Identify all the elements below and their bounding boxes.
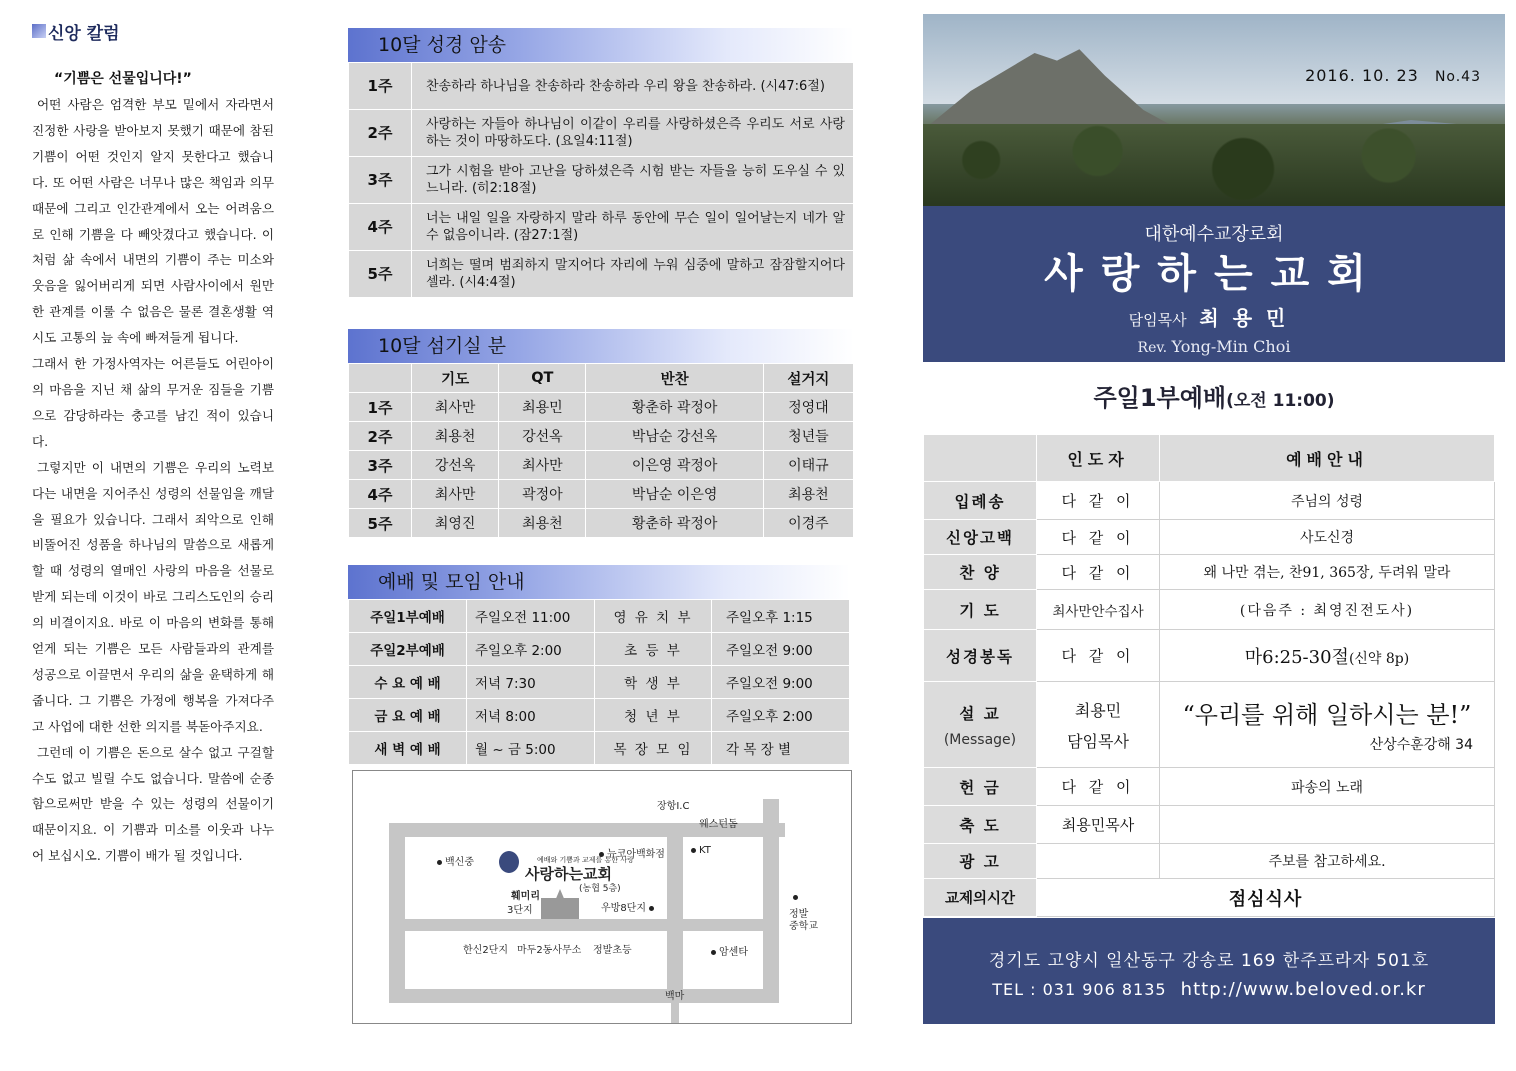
- group-name: 영 유 치 부: [595, 600, 712, 633]
- column-paragraph: 어떤 사람은 엄격한 부모 밑에서 자라면서 진정한 사랑을 받아보지 못했기 때문에 참된 기쁨이 어떤 것인지 알지 못한다고 했습니다. 또 어떤 사람은 너무나 많은 책임과 의무 때문에 그리고 인간관계에서 오는 어려움으로 인해 기쁨을 다 빼앗겼다고 했습니다. 이처럼 삶 속에서 내면의 기쁨이 주는 미소와 웃음을 잃어버리게 되면 사람사이에서 원만한 관계를 이룰 수 없음은 물론 결혼생활 역시도 고통의 늪 속에 빠져들게 됩니다.: [32, 97, 274, 346]
- week-cell: 3주: [349, 157, 412, 204]
- table-cell: 최영진: [412, 509, 499, 538]
- leader-cell: 최용민목사: [1037, 806, 1160, 844]
- table-cell: 박남순 강선옥: [586, 422, 763, 451]
- table-cell: 이경주: [763, 509, 853, 538]
- service-time: (오전 11:00): [1226, 391, 1335, 411]
- serving-duties-section: [348, 329, 854, 538]
- order-of-worship: [923, 434, 1495, 917]
- map-label-newcore: 뉴코아백화점: [599, 845, 665, 860]
- week-cell: 3주: [349, 451, 412, 480]
- church-website-link[interactable]: http://www.beloved.or.kr: [1180, 979, 1426, 1000]
- leader-cell: 다 같 이: [1037, 630, 1160, 682]
- table-row: [924, 682, 1495, 768]
- leader-cell: [1037, 844, 1160, 879]
- service-name: 금 요 예 배: [349, 699, 467, 732]
- role-cell: 성경봉독: [924, 630, 1037, 682]
- location-map: [352, 770, 852, 1024]
- map-label-jeongbal-elem: 정발초등: [593, 945, 632, 956]
- meetings-section-title: 예배 및 모임 안내: [348, 565, 850, 599]
- verse-text: 그가 시험을 받아 고난을 당하셨은즉 시험 받는 자들을 능히 도우실 수 있느니라. (히2:18절): [412, 157, 854, 204]
- table-cell: 이은영 곽정아: [586, 451, 763, 480]
- week-cell: 4주: [349, 204, 412, 251]
- table-row: [924, 768, 1495, 806]
- map-label-3danji: 3단지: [507, 905, 533, 916]
- table-row: [349, 251, 854, 298]
- table-cell: 강선옥: [412, 451, 499, 480]
- table-row: [349, 204, 854, 251]
- duties-table: [348, 363, 854, 538]
- service-name: 주일2부예배: [349, 633, 467, 666]
- table-cell: 최사만: [412, 480, 499, 509]
- content-cell: 왜 나만 겪는, 찬91, 365장, 두려워 말라: [1160, 555, 1495, 590]
- service-name: 수 요 예 배: [349, 666, 467, 699]
- table-row: [924, 482, 1495, 520]
- column-heading: “기쁨은 선물입니다!”: [54, 71, 192, 87]
- week-cell: 4주: [349, 480, 412, 509]
- leader-cell: 다 같 이: [1037, 768, 1160, 806]
- table-row: [924, 844, 1495, 879]
- map-marker-icon: [691, 848, 696, 853]
- map-road: [667, 823, 683, 1003]
- map-marker-icon: [437, 860, 442, 865]
- map-road: [389, 989, 769, 1003]
- table-cell: 곽정아: [499, 480, 586, 509]
- column-paragraph: 그래서 한 가정사역자는 어른들도 어린아이의 마음을 지닌 채 삶의 무거운 짐들을 기쁨으로 감당하라는 충고를 남긴 적이 있습니다.: [32, 356, 274, 449]
- map-label-kt: KT: [691, 845, 711, 856]
- verse-table: [348, 62, 854, 298]
- column-header: 반찬: [586, 364, 763, 393]
- role-cell: 교제의시간: [924, 879, 1037, 917]
- map-marker-icon: [711, 950, 716, 955]
- verse-memorization-section: [348, 28, 854, 298]
- group-name: 청 년 부: [595, 699, 712, 732]
- denomination: 대한예수교장로회: [1144, 224, 1284, 245]
- pastor-english: Rev. Yong-Min Choi: [1137, 337, 1291, 356]
- table-row: [924, 630, 1495, 682]
- table-row: [924, 590, 1495, 630]
- week-cell: 1주: [349, 393, 412, 422]
- table-row: [349, 451, 854, 480]
- role-cell: 헌 금: [924, 768, 1037, 806]
- service-name: 주일1부예배: [349, 600, 467, 633]
- map-label-baeksin: 백신중: [437, 853, 474, 868]
- scripture-page: (신약 8p): [1348, 650, 1410, 667]
- verse-text: 너는 내일 일을 자랑하지 말라 하루 동안에 무슨 일이 일어날는지 네가 알 수 없음이니라. (잠27:1절): [412, 204, 854, 251]
- content-cell: [1160, 806, 1495, 844]
- table-cell: 강선옥: [499, 422, 586, 451]
- leader-cell: 최용민 담임목사: [1037, 682, 1160, 768]
- issue-number: No.43: [1434, 69, 1481, 85]
- verse-text: 사랑하는 자들아 하나님이 이같이 우리를 사랑하셨은즉 우리도 서로 사랑하는 것이 마땅하도다. (요일4:11절): [412, 110, 854, 157]
- map-label-woobang: 우방8단지: [601, 899, 657, 914]
- church-contact: [923, 979, 1495, 1000]
- worship-meetings-section: [348, 565, 850, 765]
- table-row: [924, 879, 1495, 917]
- service-title: 주일1부예배(오전 11:00): [1093, 384, 1335, 412]
- table-row: [924, 555, 1495, 590]
- scripture-reference: 마6:25-30절: [1244, 646, 1349, 668]
- table-cell: 최용천: [499, 509, 586, 538]
- map-label-jangang: 장항I.C: [657, 801, 690, 812]
- column-header: [924, 435, 1037, 482]
- table-cell: 황춘하 곽정아: [586, 509, 763, 538]
- map-label-jeongbal-school: 중학교: [789, 921, 818, 932]
- column-header: 설거지: [763, 364, 853, 393]
- service-time: 주일오후 2:00: [467, 633, 595, 666]
- map-label-church-slogan: 예배와 기쁨과 교제를 통한 사랑: [537, 856, 634, 864]
- church-logo-icon: [499, 851, 519, 873]
- service-name: 새 벽 예 배: [349, 732, 467, 765]
- role-cell: 광 고: [924, 844, 1037, 879]
- content-cell: 파송의 노래: [1160, 768, 1495, 806]
- faith-column: [32, 18, 274, 869]
- week-cell: 5주: [349, 251, 412, 298]
- table-cell: 최사만: [499, 451, 586, 480]
- church-name: 사랑하는교회: [1044, 251, 1384, 297]
- table-row: [349, 480, 854, 509]
- bulletin-date: 2016. 10. 23 No.43: [1305, 66, 1481, 85]
- table-header-row: [349, 364, 854, 393]
- table-row: [349, 509, 854, 538]
- church-address: 경기도 고양시 일산동구 강송로 169 한주프라자 501호: [988, 951, 1430, 971]
- column-header: 기도: [412, 364, 499, 393]
- table-cell: 최용민: [499, 393, 586, 422]
- table-row: [349, 110, 854, 157]
- map-label-baekma: 백마: [665, 991, 685, 1002]
- content-cell: 주님의 성령: [1160, 482, 1495, 520]
- church-phone: TEL : 031 906 8135: [992, 980, 1167, 999]
- verse-text: 너희는 떨며 범죄하지 말지어다 자리에 누워 심중에 말하고 잠잠할지어다 셀라. (시4:4절): [412, 251, 854, 298]
- verse-text: 찬송하라 하나님을 찬송하라 찬송하라 우리 왕을 찬송하라. (시47:6절): [412, 63, 854, 110]
- content-cell: 주보를 참고하세요.: [1160, 844, 1495, 879]
- column-title: 신앙 칼럼: [32, 18, 274, 44]
- content-cell: 점심식사: [1037, 879, 1495, 917]
- service-time: 저녁 8:00: [467, 699, 595, 732]
- table-row: [349, 600, 850, 633]
- pastor-line: 담임목사 최용민: [1128, 306, 1300, 330]
- role-cell: 설 교 (Message): [924, 682, 1037, 768]
- role-english: (Message): [943, 731, 1017, 748]
- table-cell: 최사만: [412, 393, 499, 422]
- map-label-madu: 마두2동사무소: [517, 945, 582, 956]
- duties-section-title: 10달 섬기실 분: [348, 329, 854, 363]
- content-cell: [1160, 682, 1495, 768]
- table-row: [349, 666, 850, 699]
- map-road: [389, 823, 405, 1003]
- column-paragraph: 그런데 이 기쁨은 돈으로 살수 없고 구걸할 수도 없고 빌릴 수도 없습니다. 말씀에 순종함으로써만 받을 수 있는 성령의 선물이기 때문이지요. 이 기쁨과 미소를 이웃과 나누어 보십시오. 기쁨이 배가 될 것입니다.: [32, 744, 274, 864]
- sermon-title: “우리를 위해 일하시는 분!”: [1182, 701, 1472, 729]
- mountain-photo: [923, 14, 1505, 206]
- group-time: 각 목 장 별: [712, 732, 850, 765]
- church-banner: [923, 206, 1505, 362]
- map-road: [763, 799, 779, 1003]
- table-cell: 최용천: [763, 480, 853, 509]
- week-cell: 1주: [349, 63, 412, 110]
- column-header: QT: [499, 364, 586, 393]
- table-cell: 최용천: [412, 422, 499, 451]
- table-row: [349, 63, 854, 110]
- group-time: 주일오전 9:00: [712, 633, 850, 666]
- role-cell: 신앙고백: [924, 520, 1037, 555]
- content-cell: 사도신경: [1160, 520, 1495, 555]
- content-cell: (다음주 : 최영진전도사): [1160, 590, 1495, 630]
- leader-cell: 다 같 이: [1037, 520, 1160, 555]
- table-cell: 황춘하 곽정아: [586, 393, 763, 422]
- map-label-hanshin: 한신2단지: [463, 945, 509, 956]
- map-road: [389, 919, 779, 931]
- table-header-row: [924, 435, 1495, 482]
- table-row: [349, 422, 854, 451]
- worship-order-table: [923, 434, 1495, 917]
- table-row: [349, 732, 850, 765]
- map-label-humiri: 훼미리: [511, 891, 540, 902]
- map-label-jeongbal: 정발: [789, 909, 809, 920]
- role-cell: 찬 양: [924, 555, 1037, 590]
- map-label-church: 사랑하는교회: [525, 865, 612, 883]
- role-cell: 축 도: [924, 806, 1037, 844]
- table-cell: 정영대: [763, 393, 853, 422]
- group-name: 학 생 부: [595, 666, 712, 699]
- group-name: 초 등 부: [595, 633, 712, 666]
- leader-cell: 최사만안수집사: [1037, 590, 1160, 630]
- table-row: [924, 806, 1495, 844]
- map-marker-icon: [793, 895, 798, 900]
- table-cell: 박남순 이은영: [586, 480, 763, 509]
- week-cell: 5주: [349, 509, 412, 538]
- service-time: 저녁 7:30: [467, 666, 595, 699]
- group-time: 주일오전 9:00: [712, 666, 850, 699]
- map-label-cancer: 암센타: [711, 943, 748, 958]
- verse-section-title: 10달 성경 암송: [348, 28, 854, 62]
- role-cell: 기 도: [924, 590, 1037, 630]
- table-cell: 이태규: [763, 451, 853, 480]
- group-time: 주일오후 1:15: [712, 600, 850, 633]
- leader-cell: 다 같 이: [1037, 555, 1160, 590]
- map-marker-icon: [649, 906, 654, 911]
- table-row: [349, 393, 854, 422]
- church-footer: [923, 918, 1495, 1024]
- content-cell: [1160, 630, 1495, 682]
- photo-trees: [923, 124, 1505, 206]
- sermon-series: 산상수훈강해 34: [1369, 737, 1473, 753]
- group-name: 목 장 모 임: [595, 732, 712, 765]
- table-row: [349, 633, 850, 666]
- leader-cell: 다 같 이: [1037, 482, 1160, 520]
- service-time: 월 ~ 금 5:00: [467, 732, 595, 765]
- column-header: 인도자: [1037, 435, 1160, 482]
- role-cell: 입례송: [924, 482, 1037, 520]
- column-paragraph: 그렇지만 이 내면의 기쁨은 우리의 노력보다는 내면을 지어주신 성령의 선물임을 깨달을 필요가 있습니다. 그래서 죄악으로 인해 비뚤어진 성품을 하나님의 말씀으로 새롭게 할 때 성령의 열매인 사랑의 마음을 선물로 받게 되는데 이것이 바로 그리스도인의 승리의 비결이지요. 바로 이 마음의 변화를 통해 얻게 되는 기쁨은 모든 사람들과의 관계를 성공으로 이끌면서 우리의 삶을 윤택하게 해줍니다. 그 기쁨은 가정에 행복을 가져다주고 사업에 대한 선한 의지를 북돋아주지요.: [32, 459, 274, 734]
- table-cell: 청년들: [763, 422, 853, 451]
- column-header: 예배안내: [1160, 435, 1495, 482]
- column-body: [32, 92, 274, 869]
- map-label-church-floor: (농협 5층): [579, 884, 621, 894]
- table-row: [924, 520, 1495, 555]
- service-time: 주일오전 11:00: [467, 600, 595, 633]
- square-bullet-icon: [32, 24, 46, 38]
- column-header: [349, 364, 412, 393]
- group-time: 주일오후 2:00: [712, 699, 850, 732]
- pastor-name: 최용민: [1199, 306, 1300, 330]
- church-building-icon: [541, 889, 579, 919]
- week-cell: 2주: [349, 422, 412, 451]
- table-row: [349, 699, 850, 732]
- week-cell: 2주: [349, 110, 412, 157]
- meetings-table: [348, 599, 850, 765]
- table-row: [349, 157, 854, 204]
- map-label-western: 웨스턴돔: [699, 819, 738, 830]
